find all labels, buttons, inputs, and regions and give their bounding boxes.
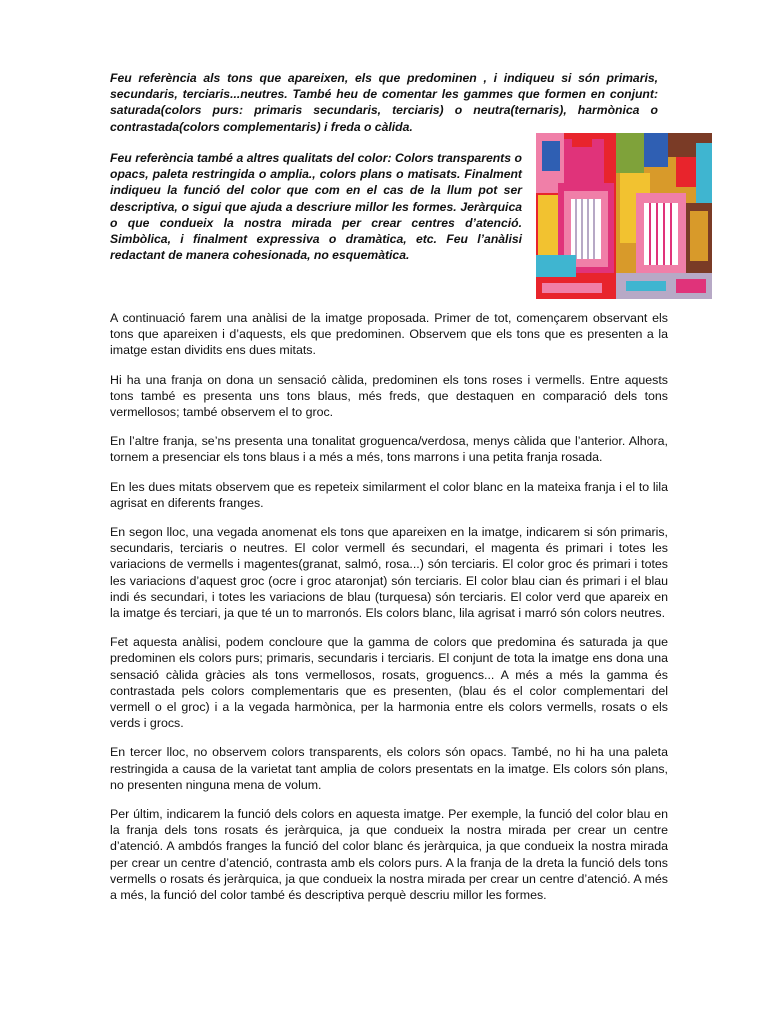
- artwork-blue-block: [542, 141, 560, 171]
- analysis-paragraph-6: Fet aquesta anàlisi, podem concloure que la gamma de colors que predomina és saturada ja que predominen els colors purs; primaris, secundaris i terciaris. El conjunt de tota la imatge ens dona una sensació càlida gràcies als tons vermellosos, rosats, groguencs... A més a més la gamma és contrastada pels colors complementaris que es presenten, (blau és el color complementari del vermell o el groc) i a la vegada harmònica, per la harmonia entre els colors vermells, rosats o els verds i grocs.: [110, 635, 668, 731]
- analysis-paragraph-7: En tercer lloc, no observem colors transparents, els colors són opacs. També, no hi ha una paleta restringida a causa de la varietat tant amplia de colors presentats en la imatge. Els colors són plans, no presenten ninguna mena de volum.: [110, 745, 668, 792]
- instructions-paragraph-1: Feu referència als tons que apareixen, els que predominen , i indiqueu si són primaris, secundaris, terciaris...neutres. També heu de comentar les gammes que formen en conjunt: saturada(colors purs: primaris secundaris, terciaris) o neutra(ternaris), harmònica o contrastada(colors complementaris) i freda o càlida.: [110, 71, 658, 134]
- artwork-cyan-band: [536, 255, 576, 277]
- analysis-paragraph-5: En segon lloc, una vegada anomenat els tons que apareixen en la imatge, indicarem si són primaris, secundaris, terciaris o neutres. El color vermell és secundari, el magenta és primari i totes les variacions de vermells i magentes(granat, salmó, rosa...) són terciaris. El color groc és primari i totes les variacions d’aquest groc (ocre i groc ataronjat) són terciaris. El color blau cian és primari i el blau indi és secundari, i totes les variacions de blau (turquesa) són terciaris. El color verd que apareix en la imatge és terciari, ja que té un to marronós. Els colors blanc, lila agrisat i marró són colors neutres.: [110, 525, 668, 621]
- artwork-blue-right: [644, 133, 668, 167]
- artwork-red-strip: [572, 133, 592, 147]
- analysis-paragraph-8: Per últim, indicarem la funció dels colors en aquesta imatge. Per exemple, la funció del color blau en la franja dels tons rosats és jeràrquica, ja que condueix la nostra mirada per crear un centre d’atenció. A ambdós franges la funció del color blanc és jeràrquica, ja que condueix la nostra mirada per crear un centre d’atenció, contrasta amb els colors purs. A la franja de la dreta la funció dels tons vermells o rosats és jeràrquica, ja que condueix la nostra mirada per crear un centre d’atenció. A més a més, la funció del color també és descriptiva perquè descriu millor les formes.: [110, 807, 668, 903]
- analysis-paragraph-4: En les dues mitats observem que es repeteix similarment el color blanc en la mateixa franja i el to lila agrisat en diferents franges.: [110, 479, 668, 510]
- artwork-yellow-block: [538, 195, 560, 255]
- artwork-green-block: [616, 133, 644, 173]
- analysis-text: [110, 310, 668, 916]
- abstract-color-artwork: [536, 133, 712, 299]
- artwork-red-right: [676, 157, 696, 187]
- analysis-paragraph-1: A continuació farem una anàlisi de la imatge proposada. Primer de tot, començarem observant els tons que apareixen i d’aquests, els que predominen. Observem que els tons que es presenten a la imatge estan dividits ens dues mitats.: [110, 311, 668, 358]
- instructions-paragraph-2: Feu referència també a altres qualitats del color: Colors transparents o opacs, paleta restringida o amplia., colors plans o matisats. Finalment indiqueu la funció del color que com en el cas de la llum pot ser descriptiva, o sigui que ajuda a descriure millor les formes. Jeràrquica o que condueix la nostra mirada per crear centres d’atenció. Simbòlica, i finalment expressiva o dramàtica, etc. Feu l’anàlisi redactant de manera cohesionada, no esquemàtica.: [110, 151, 522, 263]
- analysis-paragraph-2: Hi ha una franja on dona un sensació càlida, predominen els tons roses i vermells. Entre aquests tons també es presenta uns tons blaus, més freds, que destaquen en comparació dels tons vermellosos; també observem el to groc.: [110, 372, 668, 420]
- analysis-paragraph-3: En l’altre franja, se’ns presenta una tonalitat groguenca/verdosa, menys càlida que l’anterior. Alhora, tornem a presenciar els tons blaus i a més a més, tons marrons i una petita franja rosada.: [110, 434, 668, 465]
- artwork-cyan-right: [696, 143, 712, 203]
